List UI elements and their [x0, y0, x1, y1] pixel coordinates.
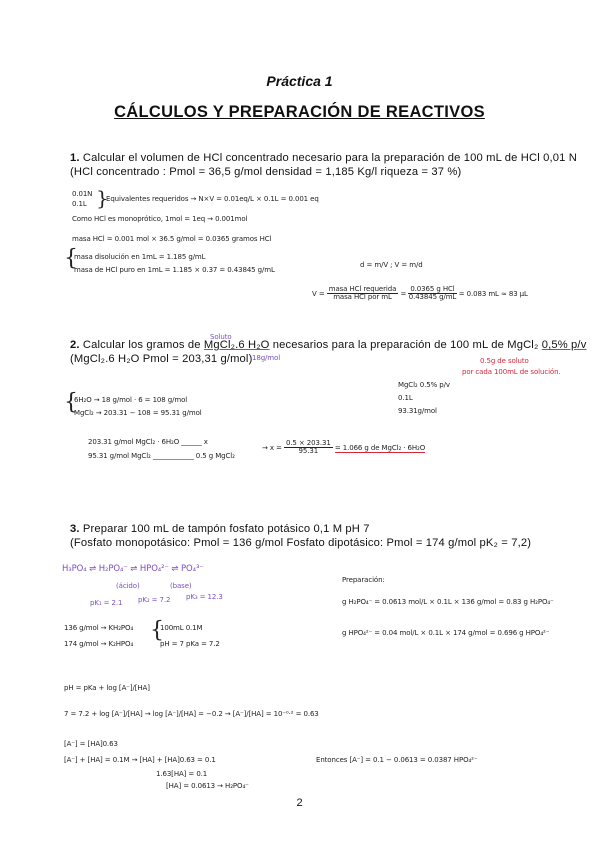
p2-note-r1: MgCl₂ 0.5% p/v: [398, 381, 450, 389]
p2-note-red1: 0.5g de soluto: [480, 357, 529, 365]
p3-note-hh2: 7 = 7.2 + log [A⁻]/[HA] → log [A⁻]/[HA] = −0.2 → [A⁻]/[HA] = 10⁻⁰·² = 0.63: [64, 710, 319, 718]
p3-note-s2: [A⁻] + [HA] = 0.1M → [HA] + [HA]0.63 = 0.1: [64, 756, 216, 764]
p1-f-result: = 0.083 mL ≈ 83 µL: [458, 289, 528, 298]
p3-note-k1: 136 g/mol → KH₂PO₄: [64, 624, 134, 632]
p1-note-c: masa HCl = 0.001 mol × 36.5 g/mol = 0.0365 gramos HCl: [72, 235, 272, 243]
problem1-line1: Calcular el volumen de HCl concentrado necesario para la preparación de 100 mL de HCl 0,01 N: [82, 152, 577, 164]
p3-note-s4: [HA] = 0.0613 → H₂PO₄⁻: [166, 782, 249, 790]
problem2-line1-pre: Calcular los gramos de: [82, 339, 204, 351]
p1-note-a2: 0.1L: [72, 200, 87, 208]
p3-note-pk1: pK₁ = 2.1: [90, 599, 123, 607]
p3-note-k3: 100mL 0.1M: [160, 624, 203, 632]
p2-x-result: = 1.066 g de MgCl₂ · 6H₂O: [334, 443, 426, 452]
p3-note-acido: (ácido): [116, 582, 140, 590]
p3-note-hh: pH = pKa + log [A⁻]/[HA]: [64, 684, 150, 692]
p1-note-e: d = m/V ; V = m/d: [360, 261, 423, 269]
p3-note-pk2: pK₂ = 7.2: [138, 596, 171, 604]
p1-brace-a: }: [96, 186, 109, 210]
p2-note-p2: 95.31 g/mol MgCl₂ ____________ 0.5 g MgCl₂: [88, 452, 235, 460]
problem3-line2: (Fosfato monopotásico: Pmol = 136 g/mol Fosfato dipotásico: Pmol = 174 g/mol pK₂ = 7,2): [70, 537, 532, 549]
p2-note-r2: 0.1L: [398, 394, 413, 402]
p2-note-red2: por cada 100mL de solución.: [462, 368, 561, 376]
p1-note-a1: 0.01N: [72, 190, 93, 198]
problem2-percent: 0,5% p/v: [541, 339, 587, 351]
p2-note-l1: 6H₂O → 18 g/mol · 6 = 108 g/mol: [74, 396, 188, 404]
p1-f-val-num: 0.0365 g HCl: [410, 285, 455, 293]
problem2-line1-post: necesarios para la preparación de 100 mL de MgCl₂: [269, 339, 542, 351]
p2-x-num: 0.5 × 203.31: [285, 439, 331, 447]
p2-x-calc: → x = $\frac{0.5 \times 203.31}{95.31}$ = 1.066 g de MgCl₂ · 6H₂O: [262, 439, 426, 456]
p3-note-s1: [A⁻] = [HA]0.63: [64, 740, 118, 748]
p1-f-val-den: 0.43845 g/mL: [408, 293, 457, 302]
problem2-number: 2.: [70, 339, 80, 351]
p1-brace-d: {: [64, 246, 78, 271]
p3-note-prep1: g H₂PO₄⁻ = 0.0613 mol/L × 0.1L × 136 g/mol = 0.83 g H₂PO₄⁻: [342, 598, 554, 606]
practice-title: Práctica 1: [266, 73, 333, 89]
p1-note-d1: masa disolución en 1mL = 1.185 g/mL: [74, 253, 206, 261]
p2-note-soluto: Soluto: [210, 333, 232, 341]
p2-note-gmol: 18g/mol: [252, 354, 281, 362]
p1-volume-calc: V = $\frac{\text{masa HCl requerida}}{\text{masa HCl por mL}}$ = $\frac{\text{0.0365 g HCl}}{0.43845 g/mL}$ = 0.083 mL ≈ 83 µL: [312, 285, 528, 302]
p2-brace-l: {: [64, 390, 78, 415]
p3-brace-k: {: [150, 618, 164, 643]
p3-equilibrium: H₃PO₄ ⇌ H₂PO₄⁻ ⇌ HPO₄²⁻ ⇌ PO₄³⁻: [62, 564, 204, 574]
p3-note-s3: 1.63[HA] = 0.1: [156, 770, 208, 778]
problem2-statement: [70, 339, 586, 351]
p3-note-k2: 174 g/mol → K₂HPO₄: [64, 640, 134, 648]
problem2-formula: MgCl₂.6 H₂O: [203, 339, 270, 351]
p1-f-label-den: masa HCl por mL: [333, 293, 392, 302]
problem1-statement: [70, 152, 577, 164]
page-number: 2: [296, 797, 303, 809]
p2-x-den: 95.31: [298, 447, 319, 456]
p2-note-p1: 203.31 g/mol MgCl₂ · 6H₂O ______ x: [88, 438, 208, 446]
p1-note-a3: Equivalentes requeridos → N×V = 0.01eq/L × 0.1L = 0.001 eq: [106, 195, 319, 203]
p3-note-prep2: g HPO₄²⁻ = 0.04 mol/L × 0.1L × 174 g/mol = 0.696 g HPO₄²⁻: [342, 629, 550, 637]
p1-note-d2: masa de HCl puro en 1mL = 1.185 × 0.37 = 0.43845 g/mL: [74, 266, 275, 274]
p3-note-k4: pH = 7 pKa = 7.2: [160, 640, 220, 648]
p3-note-base: (base): [170, 582, 192, 590]
problem1-line2: (HCl concentrado : Pmol = 36,5 g/mol densidad = 1,185 Kg/l riqueza = 37 %): [70, 166, 462, 178]
p1-note-b: Como HCl es monoprótico, 1mol = 1eq → 0.001mol: [72, 215, 248, 223]
p3-note-prep: Preparación:: [342, 576, 385, 584]
p1-f-label-num: masa HCl requerida: [328, 285, 397, 293]
p3-note-pk3: pK₃ = 12.3: [186, 593, 223, 601]
problem3-statement: [70, 523, 370, 535]
p3-note-s5: Entonces [A⁻] = 0.1 − 0.0613 = 0.0387 HPO₄²⁻: [316, 756, 478, 764]
page-heading: CÁLCULOS Y PREPARACIÓN DE REACTIVOS: [114, 103, 485, 121]
problem3-line1: Preparar 100 mL de tampón fosfato potásico 0,1 M pH 7: [82, 523, 370, 535]
p2-note-r3: 93.31g/mol: [398, 407, 437, 415]
problem1-number: 1.: [70, 152, 80, 164]
p2-note-l2: MgCl₂ → 203.31 − 108 = 95.31 g/mol: [74, 409, 202, 417]
problem2-line2: (MgCl₂.6 H₂O Pmol = 203,31 g/mol): [70, 353, 253, 365]
problem3-number: 3.: [70, 523, 80, 535]
